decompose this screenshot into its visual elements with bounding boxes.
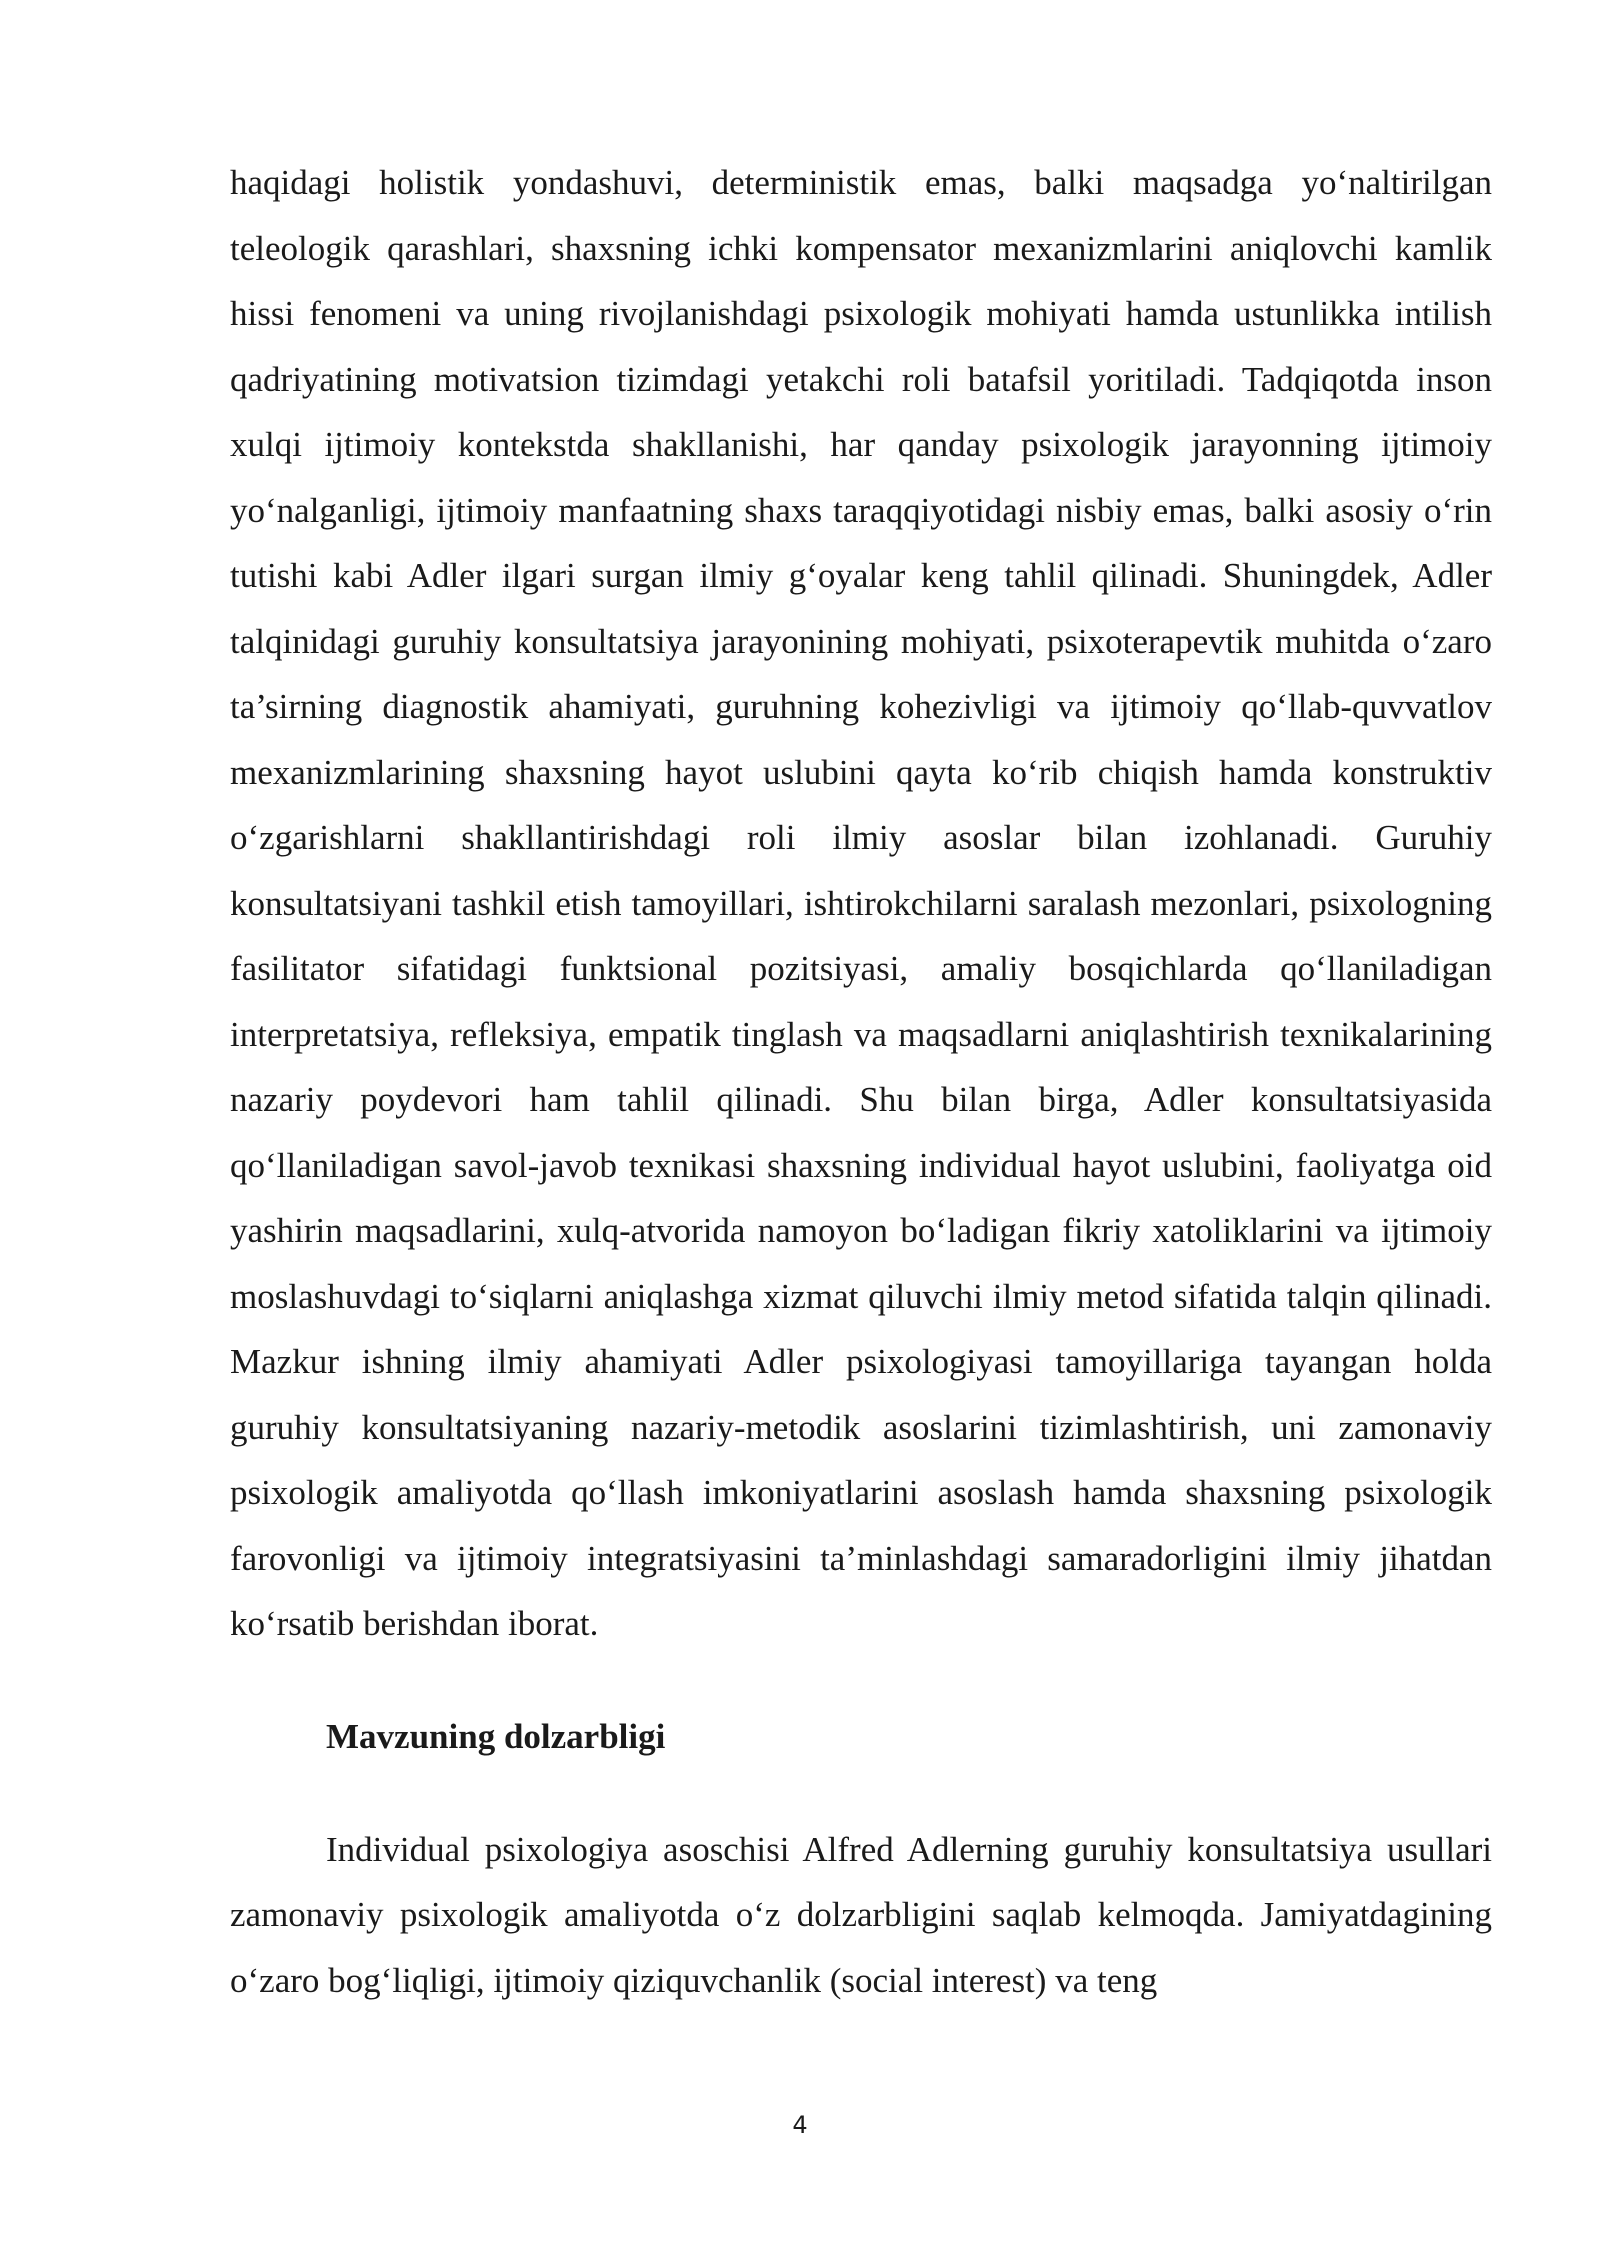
page-number: 4 — [792, 2111, 808, 2139]
body-paragraph: haqidagi holistik yondashuvi, deterministik emas, balki maqsadga yo‘naltirilgan teleologik qarashlari, shaxsning ichki kompensator mexanizmlarini aniqlovchi kamlik hissi fenomeni va uning rivojlanishdagi psixologik mohiyati hamda ustunlikka intilish qadriyatining motivatsion tizimdagi yetakchi roli batafsil yoritiladi. Tadqiqotda inson xulqi ijtimoiy kontekstda shakllanishi, har qanday psixologik jarayonning ijtimoiy yo‘nalganligi, ijtimoiy manfaatning shaxs taraqqiyotidagi nisbiy emas, balki asosiy o‘rin tutishi kabi Adler ilgari surgan ilmiy g‘oyalar keng tahlil qilinadi. Shuningdek, Adler talqinidagi guruhiy konsultatsiya jarayonining mohiyati, psixoterapevtik muhitda o‘zaro ta’sirning diagnostik ahamiyati, guruhning kohezivligi va ijtimoiy qo‘llab-quvvatlov mexanizmlarining shaxsning hayot uslubini qayta ko‘rib chiqish hamda konstruktiv o‘zgarishlarni shakllantirishdagi roli ilmiy asoslar bilan izohlanadi. Guruhiy konsultatsiyani tashkil etish tamoyillari, ishtirokchilarni saralash mezonlari, psixologning fasilitator sifatidagi funktsional pozitsiyasi, amaliy bosqichlarda qo‘llaniladigan interpretatsiya, refleksiya, empatik tinglash va maqsadlarni aniqlashtirish texnikalarining nazariy poydevori ham tahlil qilinadi. Shu bilan birga, Adler konsultatsiyasida qo‘llaniladigan savol-javob texnikasi shaxsning individual hayot uslubini, faoliyatga oid yashirin maqsadlarini, xulq-atvorida namoyon bo‘ladigan fikriy xatoliklarini va ijtimoiy moslashuvdagi to‘siqlarni aniqlashga xizmat qiluvchi ilmiy metod sifatida talqin qilinadi. Mazkur ishning ilmiy ahamiyati Adler psixologiyasi tamoyillariga tayangan holda guruhiy konsultatsiyaning nazariy-metodik asoslarini tizimlashtirish, uni zamonaviy psixologik amaliyotda qo‘llash imkoniyatlarini asoslash hamda shaxsning psixologik farovonligi va ijtimoiy integratsiyasini ta’minlashdagi samaradorligini ilmiy jihatdan ko‘rsatib berishdan iborat. — [230, 163, 1492, 1643]
section-heading: Mavzuning dolzarbligi — [326, 1716, 666, 1756]
page-content — [230, 150, 1492, 2013]
section-paragraph: Individual psixologiya asoschisi Alfred Adlerning guruhiy konsultatsiya usullari zamonaviy psixologik amaliyotda o‘z dolzarbligini saqlab kelmoqda. Jamiyatdagining o‘zaro bog‘liqligi, ijtimoiy qiziquvchanlik (social interest) va teng — [230, 1829, 1492, 2000]
